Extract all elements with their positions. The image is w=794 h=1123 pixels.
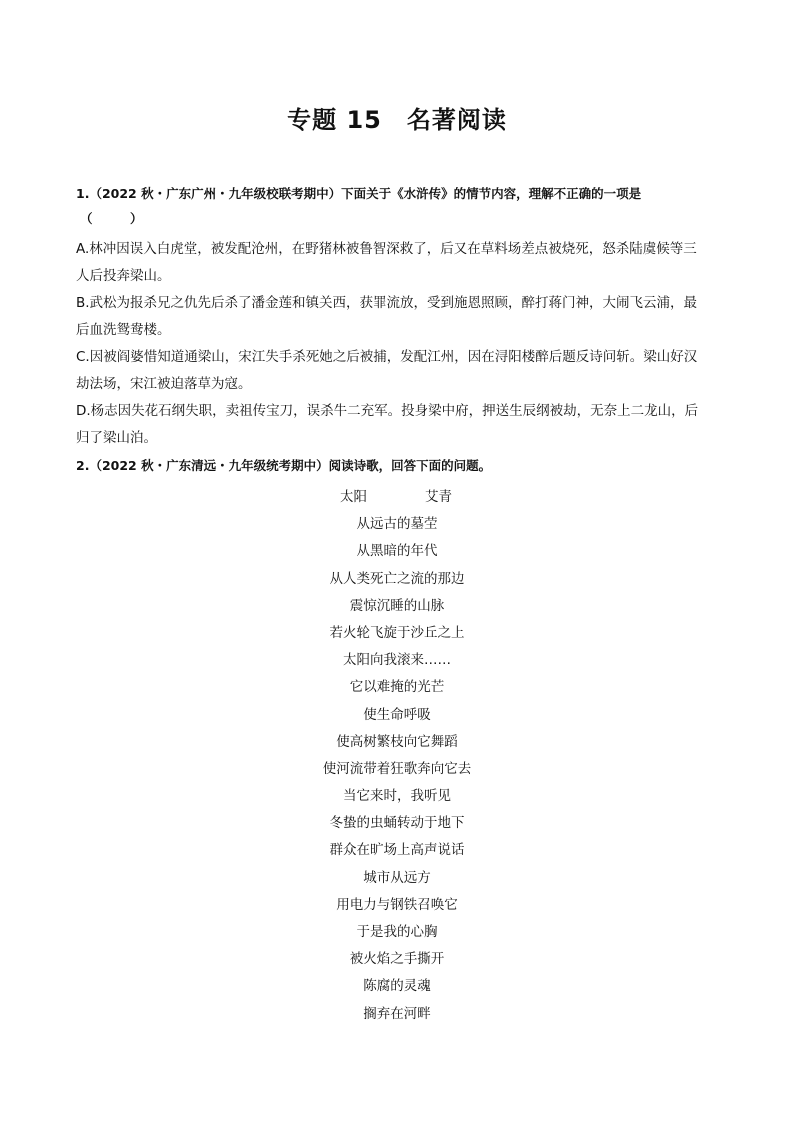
poem-line: 于是我的心胸 (356, 924, 438, 940)
option-c-line-1: C.因被阎婆惜知道通梁山，宋江失手杀死她之后被捕，发配江州，因在浔阳楼醉后题反诗问斩。梁山好汉 (76, 349, 698, 365)
poem-author: 艾青 (425, 489, 452, 505)
option-c-line-2: 劫法场，宋江被迫落草为寇。 (76, 376, 252, 392)
question-2-heading: 2.（2022 秋・广东清远・九年级统考期中）阅读诗歌，回答下面的问题。 (76, 458, 492, 473)
question-1-heading: 1.（2022 秋・广东广州・九年级校联考期中）下面关于《水浒传》的情节内容，理解不正确的一项是 (76, 186, 642, 201)
poem-line: 城市从远方 (363, 869, 431, 886)
option-b-line-2: 后血洗鸳鸯楼。 (76, 322, 171, 338)
poem-line: 若火轮飞旋于沙丘之上 (329, 624, 465, 641)
poem-line: 群众在旷场上高声说话 (329, 842, 465, 859)
poem-line: 从黑暗的年代 (356, 543, 438, 560)
poem-line: 它以难掩的光芒 (349, 679, 445, 696)
poem-line: 使生命呼吸 (363, 706, 431, 723)
poem-line: 震惊沉睡的山脉 (349, 597, 445, 614)
poem-line: 用电力与钢铁召唤它 (336, 896, 458, 913)
option-d-line-1: D.杨志因失花石纲失职，卖祖传宝刀，误杀牛二充军。投身梁中府，押送生辰纲被劫，无奈上二龙山，后 (76, 403, 699, 419)
option-a-line-1: A.林冲因误入白虎堂，被发配沧州，在野猪林被鲁智深救了，后又在草料场差点被烧死，怒杀陆虞候等三 (76, 241, 697, 257)
option-a-line-2: 人后投奔梁山。 (76, 268, 171, 284)
poem-line: 使河流带着狂歌奔向它去 (322, 760, 472, 777)
poem-line: 使高树繁枝向它舞蹈 (336, 733, 458, 750)
page-title: 专题 15 名著阅读 (287, 106, 507, 134)
poem-line: 被火焰之手撕开 (349, 951, 445, 968)
option-d-line-2: 归了梁山泊。 (76, 430, 157, 446)
poem-title-row (0, 484, 794, 511)
poem-line: 当它来时，我听见 (343, 788, 451, 805)
poem-line: 从远古的墓茔 (356, 516, 438, 533)
poem-line: 冬蛰的虫蛹转动于地下 (329, 815, 465, 832)
poem-line: 搁弃在河畔 (363, 1005, 431, 1022)
poem-line: 太阳向我滚来…… (343, 652, 451, 669)
poem (0, 484, 794, 1028)
poem-line: 从人类死亡之流的那边 (329, 570, 465, 587)
poem-line: 陈腐的灵魂 (363, 978, 431, 995)
option-b-line-1: B.武松为报杀兄之仇先后杀了潘金莲和镇关西，获罪流放，受到施恩照顾，醉打蒋门神，大闹飞云浦，最 (76, 295, 698, 311)
answer-blank: （ ） (80, 211, 143, 226)
poem-title: 太阳 (340, 489, 367, 505)
